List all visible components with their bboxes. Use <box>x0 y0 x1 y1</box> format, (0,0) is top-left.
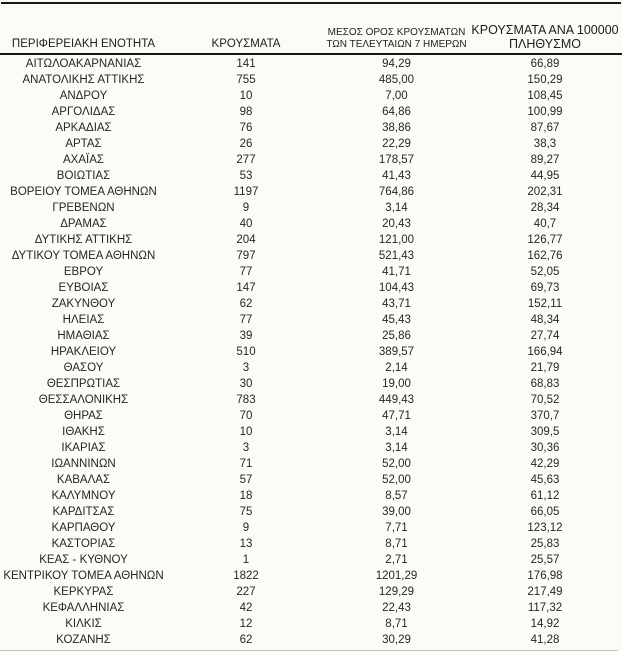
region-name-cell: ΑΡΓΟΛΙΔΑΣ <box>51 106 116 118</box>
table-row <box>0 136 622 152</box>
avg-7day-cell: 521,43 <box>378 250 415 262</box>
avg-7day-cell: 2,71 <box>385 554 408 566</box>
per-100k-cell: 30,36 <box>530 442 560 454</box>
region-name-cell: ΙΚΑΡΙΑΣ <box>61 442 106 454</box>
per-100k-cell: 123,12 <box>527 522 563 534</box>
per-100k-cell: 44,95 <box>530 170 560 182</box>
header-avg-7day-line2: ΤΩΝ ΤΕΛΕΥΤΑΙΩΝ 7 ΗΜΕΡΩΝ <box>326 39 467 50</box>
avg-7day-cell: 52,00 <box>382 474 411 486</box>
avg-7day-cell: 64,86 <box>382 106 411 118</box>
cases-cell: 71 <box>239 458 253 470</box>
avg-7day-cell: 45,43 <box>382 314 411 326</box>
table-row <box>0 184 622 200</box>
cases-cell: 39 <box>239 330 253 342</box>
avg-7day-cell: 39,00 <box>382 506 411 518</box>
per-100k-cell: 117,32 <box>527 602 563 614</box>
region-name-cell: ΕΒΡΟΥ <box>63 266 104 278</box>
region-name-cell: ΑΡΤΑΣ <box>65 138 102 150</box>
avg-7day-cell: 30,29 <box>382 634 411 646</box>
avg-7day-cell: 3,14 <box>385 442 408 454</box>
avg-7day-cell: 25,86 <box>382 330 411 342</box>
cases-cell: 26 <box>239 138 253 150</box>
per-100k-cell: 66,05 <box>530 506 560 518</box>
avg-7day-cell: 7,71 <box>385 522 408 534</box>
header-per-100k <box>468 23 622 51</box>
per-100k-cell: 61,12 <box>530 490 560 502</box>
per-100k-cell: 162,76 <box>527 250 563 262</box>
cases-cell: 40 <box>239 218 253 230</box>
per-100k-cell: 38,3 <box>533 138 557 150</box>
table-row <box>0 408 622 424</box>
avg-7day-cell: 41,43 <box>382 170 411 182</box>
per-100k-cell: 25,83 <box>530 538 560 550</box>
cases-cell: 510 <box>236 346 256 358</box>
table-row <box>0 120 622 136</box>
cases-cell: 783 <box>236 394 256 406</box>
per-100k-cell: 27,74 <box>530 330 560 342</box>
per-100k-cell: 309,5 <box>530 426 560 438</box>
table-row <box>0 168 622 184</box>
region-name-cell: ΗΜΑΘΙΑΣ <box>57 330 110 342</box>
table-row <box>0 584 622 600</box>
table-row <box>0 264 622 280</box>
table-row <box>0 424 622 440</box>
header-cases <box>167 38 325 51</box>
table-row <box>0 440 622 456</box>
header-per-100k-line1: ΚΡΟΥΣΜΑΤΑ ΑΝΑ 100000 <box>471 23 619 37</box>
per-100k-cell: 176,98 <box>527 570 563 582</box>
region-name-cell: ΑΝΑΤΟΛΙΚΗΣ ΑΤΤΙΚΗΣ <box>22 74 145 86</box>
region-name-cell: ΚΑΣΤΟΡΙΑΣ <box>51 538 116 550</box>
region-name-cell: ΚΕΦΑΛΛΗΝΙΑΣ <box>42 602 125 614</box>
cases-cell: 277 <box>236 154 256 166</box>
table-row <box>0 216 622 232</box>
region-name-cell: ΙΩΑΝΝΙΝΩΝ <box>51 458 116 470</box>
avg-7day-cell: 7,00 <box>385 90 408 102</box>
avg-7day-cell: 485,00 <box>378 74 415 86</box>
region-name-cell: ΘΕΣΣΑΛΟΝΙΚΗΣ <box>38 394 129 406</box>
cases-cell: 62 <box>239 298 253 310</box>
avg-7day-cell: 2,14 <box>385 362 408 374</box>
cases-cell: 1 <box>242 554 250 566</box>
avg-7day-cell: 94,29 <box>382 58 411 70</box>
per-100k-cell: 69,73 <box>530 282 560 294</box>
cases-cell: 13 <box>239 538 253 550</box>
cases-cell: 12 <box>239 618 253 630</box>
cases-cell: 755 <box>236 74 256 86</box>
table-row <box>0 552 622 568</box>
avg-7day-cell: 8,71 <box>385 618 408 630</box>
avg-7day-cell: 43,71 <box>382 298 411 310</box>
region-name-cell: ΓΡΕΒΕΝΩΝ <box>52 202 115 214</box>
region-name-cell: ΗΡΑΚΛΕΙΟΥ <box>50 346 117 358</box>
table-row <box>0 376 622 392</box>
avg-7day-cell: 47,71 <box>382 410 411 422</box>
avg-7day-cell: 104,43 <box>378 282 415 294</box>
cases-cell: 141 <box>236 58 256 70</box>
cases-cell: 9 <box>242 522 250 534</box>
per-100k-cell: 166,94 <box>527 346 563 358</box>
table-row <box>0 296 622 312</box>
avg-7day-cell: 3,14 <box>385 426 408 438</box>
cases-cell: 1197 <box>233 186 259 198</box>
avg-7day-cell: 449,43 <box>378 394 415 406</box>
region-name-cell: ΔΥΤΙΚΗΣ ΑΤΤΙΚΗΣ <box>34 234 133 246</box>
table-row <box>0 360 622 376</box>
cases-cell: 77 <box>239 314 253 326</box>
region-name-cell: ΔΥΤΙΚΟΥ ΤΟΜΕΑ ΑΘΗΝΩΝ <box>11 250 156 262</box>
cases-cell: 75 <box>239 506 253 518</box>
avg-7day-cell: 178,57 <box>378 154 415 166</box>
table-row <box>0 72 622 88</box>
cases-cell: 76 <box>239 122 253 134</box>
per-100k-cell: 14,92 <box>530 618 560 630</box>
cases-cell: 147 <box>236 282 256 294</box>
per-100k-cell: 21,79 <box>530 362 560 374</box>
avg-7day-cell: 22,29 <box>382 138 411 150</box>
per-100k-cell: 41,28 <box>530 634 560 646</box>
cases-cell: 1822 <box>233 570 259 582</box>
avg-7day-cell: 1201,29 <box>375 570 418 582</box>
table-row <box>0 488 622 504</box>
table-row <box>0 520 622 536</box>
per-100k-cell: 87,67 <box>530 122 560 134</box>
cases-cell: 30 <box>239 378 253 390</box>
per-100k-cell: 217,49 <box>527 586 563 598</box>
cases-cell: 98 <box>239 106 253 118</box>
region-name-cell: ΙΘΑΚΗΣ <box>62 426 105 438</box>
per-100k-cell: 152,11 <box>527 298 563 310</box>
cases-cell: 62 <box>239 634 253 646</box>
table-row <box>0 104 622 120</box>
top-rule <box>1 2 621 4</box>
header-avg-7day <box>325 27 468 51</box>
header-regional-unit <box>0 38 167 51</box>
avg-7day-cell: 3,14 <box>385 202 408 214</box>
avg-7day-cell: 121,00 <box>378 234 415 246</box>
region-name-cell: ΖΑΚΥΝΘΟΥ <box>51 298 116 310</box>
table-row <box>0 392 622 408</box>
cases-cell: 10 <box>239 426 253 438</box>
table-row <box>0 88 622 104</box>
cases-cell: 227 <box>236 586 256 598</box>
per-100k-cell: 28,34 <box>530 202 560 214</box>
per-100k-cell: 202,31 <box>527 186 563 198</box>
region-name-cell: ΕΥΒΟΙΑΣ <box>58 282 109 294</box>
per-100k-cell: 42,29 <box>530 458 560 470</box>
cases-cell: 70 <box>239 410 253 422</box>
table-row <box>0 456 622 472</box>
region-name-cell: ΒΟΙΩΤΙΑΣ <box>56 170 111 182</box>
bottom-rule <box>0 650 618 651</box>
avg-7day-cell: 8,71 <box>385 538 408 550</box>
region-name-cell: ΚΙΛΚΙΣ <box>65 618 102 630</box>
per-100k-cell: 68,83 <box>530 378 560 390</box>
cases-cell: 797 <box>236 250 256 262</box>
cases-cell: 9 <box>242 202 250 214</box>
region-name-cell: ΘΑΣΟΥ <box>63 362 104 374</box>
table-row <box>0 232 622 248</box>
table-row <box>0 472 622 488</box>
table-row <box>0 280 622 296</box>
table-row <box>0 152 622 168</box>
table-row <box>0 328 622 344</box>
avg-7day-cell: 38,86 <box>382 122 411 134</box>
per-100k-cell: 45,63 <box>530 474 560 486</box>
avg-7day-cell: 52,00 <box>382 458 411 470</box>
cases-cell: 204 <box>236 234 256 246</box>
cases-cell: 57 <box>239 474 253 486</box>
avg-7day-cell: 22,43 <box>382 602 411 614</box>
table-row <box>0 312 622 328</box>
avg-7day-cell: 20,43 <box>382 218 411 230</box>
avg-7day-cell: 389,57 <box>378 346 415 358</box>
per-100k-cell: 89,27 <box>530 154 560 166</box>
table-row <box>0 568 622 584</box>
cases-cell: 3 <box>242 442 250 454</box>
region-name-cell: ΗΛΕΙΑΣ <box>62 314 105 326</box>
per-100k-cell: 126,77 <box>527 234 563 246</box>
per-100k-cell: 66,89 <box>530 58 560 70</box>
cases-cell: 77 <box>239 266 253 278</box>
table-row <box>0 632 622 648</box>
avg-7day-cell: 8,57 <box>385 490 408 502</box>
region-name-cell: ΚΕΡΚΥΡΑΣ <box>53 586 114 598</box>
per-100k-cell: 40,7 <box>533 218 557 230</box>
region-name-cell: ΚΕΝΤΡΙΚΟΥ ΤΟΜΕΑ ΑΘΗΝΩΝ <box>3 570 164 582</box>
table-row <box>0 536 622 552</box>
region-name-cell: ΘΕΣΠΡΩΤΙΑΣ <box>46 378 121 390</box>
per-100k-cell: 70,52 <box>530 394 560 406</box>
region-name-cell: ΑΙΤΩΛΟΑΚΑΡΝΑΝΙΑΣ <box>25 58 142 70</box>
per-100k-cell: 100,99 <box>527 106 563 118</box>
per-100k-cell: 48,34 <box>530 314 560 326</box>
cases-cell: 53 <box>239 170 253 182</box>
region-name-cell: ΚΑΡΔΙΤΣΑΣ <box>52 506 115 518</box>
table-row <box>0 344 622 360</box>
region-name-cell: ΑΧΑΪΑΣ <box>63 154 104 166</box>
cases-cell: 10 <box>239 90 253 102</box>
avg-7day-cell: 41,71 <box>382 266 411 278</box>
cases-cell: 18 <box>239 490 253 502</box>
cases-by-regional-unit-table <box>0 6 622 648</box>
per-100k-cell: 108,45 <box>527 90 563 102</box>
table-row <box>0 504 622 520</box>
header-per-100k-line2: ΠΛΗΘΥΣΜΟ <box>509 37 581 51</box>
avg-7day-cell: 19,00 <box>382 378 411 390</box>
region-name-cell: ΚΑΒΑΛΑΣ <box>56 474 111 486</box>
table-body <box>0 55 622 648</box>
table-row <box>0 200 622 216</box>
region-name-cell: ΘΗΡΑΣ <box>64 410 103 422</box>
region-name-cell: ΚΑΡΠΑΘΟΥ <box>51 522 116 534</box>
header-avg-7day-line1: ΜΕΣΟΣ ΟΡΟΣ ΚΡΟΥΣΜΑΤΩΝ <box>327 27 466 38</box>
header-regional-unit-label: ΠΕΡΙΦΕΡΕΙΑΚΗ ΕΝΟΤΗΤΑ <box>11 38 156 50</box>
table-header-row <box>0 6 622 55</box>
region-name-cell: ΑΡΚΑΔΙΑΣ <box>55 122 112 134</box>
per-100k-cell: 370,7 <box>530 410 560 422</box>
region-name-cell: ΔΡΑΜΑΣ <box>60 218 107 230</box>
avg-7day-cell: 129,29 <box>378 586 415 598</box>
region-name-cell: ΑΝΔΡΟΥ <box>59 90 108 102</box>
table-row <box>0 616 622 632</box>
per-100k-cell: 150,29 <box>527 74 563 86</box>
region-name-cell: ΚΕΑΣ - ΚΥΘΝΟΥ <box>39 554 128 566</box>
header-cases-label: ΚΡΟΥΣΜΑΤΑ <box>211 38 281 50</box>
table-row <box>0 56 622 72</box>
table-row <box>0 248 622 264</box>
avg-7day-cell: 764,86 <box>378 186 415 198</box>
cases-cell: 3 <box>242 362 250 374</box>
region-name-cell: ΒΟΡΕΙΟΥ ΤΟΜΕΑ ΑΘΗΝΩΝ <box>10 186 157 198</box>
per-100k-cell: 25,57 <box>530 554 560 566</box>
cases-cell: 42 <box>239 602 253 614</box>
region-name-cell: ΚΑΛΥΜΝΟΥ <box>51 490 116 502</box>
table-row <box>0 600 622 616</box>
per-100k-cell: 52,05 <box>530 266 560 278</box>
region-name-cell: ΚΟΖΑΝΗΣ <box>56 634 111 646</box>
